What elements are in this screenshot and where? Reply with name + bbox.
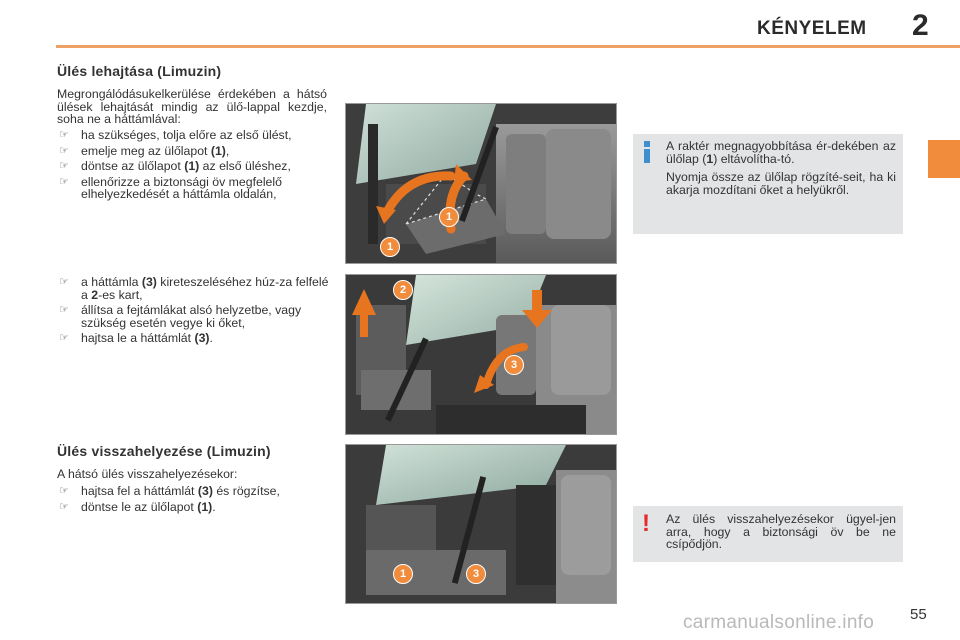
steps-list-c (57, 485, 329, 516)
callout-badge: 1 (380, 237, 400, 257)
hand-pointer-icon: ☞ (59, 304, 69, 316)
steps-list-a (57, 129, 329, 204)
hand-pointer-icon: ☞ (59, 276, 69, 288)
info-icon (644, 141, 650, 163)
callout-badge: 1 (393, 564, 413, 584)
figure-backrest-fold (345, 274, 617, 435)
page-number: 55 (910, 606, 927, 623)
chapter-side-tab (928, 140, 960, 178)
list-item: ☞ állítsa a fejtámlákat alsó helyzetbe, vagy szükség esetén vegye ki őket, (59, 303, 302, 330)
info-box (633, 134, 903, 234)
hand-pointer-icon: ☞ (59, 485, 69, 497)
callout-badge: 3 (504, 355, 524, 375)
hand-pointer-icon: ☞ (59, 160, 69, 172)
callout-badge: 1 (439, 207, 459, 227)
chapter-number: 2 (912, 9, 929, 42)
chapter-title: KÉNYELEM (757, 18, 867, 39)
callout-badge: 3 (466, 564, 486, 584)
section-title-restore: Ülés visszahelyezése (Limuzin) (57, 443, 271, 459)
steps-list-b (57, 276, 329, 348)
list-item: ☞ döntse az ülőlapot (1) az első üléshez, (59, 159, 291, 173)
figure-seat-restore (345, 444, 617, 604)
section-intro-fold: Megrongálódásukelkerülése érdekében a hátsó ülések lehajtását mindig az ülő-lappal kezdje, soha ne a háttámlával: (57, 87, 327, 126)
list-item: ☞ hajtsa fel a háttámlát (3) és rögzítse, (59, 484, 280, 498)
watermark: carmanualsonline.info (683, 612, 875, 633)
list-item: ☞ a háttámla (3) kireteszeléséhez húz-za felfelé a 2-es kart, (59, 275, 329, 302)
hand-pointer-icon: ☞ (59, 129, 69, 141)
list-item: ☞ hajtsa le a háttámlát (3). (59, 331, 213, 345)
hand-pointer-icon: ☞ (59, 144, 69, 157)
section-intro-restore: A hátsó ülés visszahelyezésekor: (57, 467, 238, 481)
section-title-fold: Ülés lehajtása (Limuzin) (57, 63, 222, 79)
info-box-text: A raktér megnagyobbítása ér-dekében az ülőlap (1) eltávolítha-tó. Nyomja össze az ülőlap rögzíté-seit, ha ki akarja mozdítani őket a helyükről. (666, 139, 896, 197)
hand-pointer-icon: ☞ (59, 500, 69, 513)
warning-exclamation-icon: ! (642, 510, 650, 537)
list-item: ☞ döntse le az ülőlapot (1). (59, 499, 216, 514)
list-item: ☞ ellenőrizze a biztonsági öv megfelelő elhelyezkedését a háttámla oldalán, (59, 174, 282, 201)
hand-pointer-icon: ☞ (59, 332, 69, 344)
warning-box (633, 506, 903, 562)
header-rule (56, 45, 960, 48)
warning-box-text: Az ülés visszahelyezésekor ügyel-jen arra, hogy a biztonsági öv be ne csípődjön. (666, 512, 896, 551)
figure-seat-cushion-tilt (345, 103, 617, 264)
callout-badge: 2 (393, 280, 413, 300)
list-item: ☞ emelje meg az ülőlapot (1), (59, 143, 230, 158)
hand-pointer-icon: ☞ (59, 175, 69, 188)
list-item: ☞ ha szükséges, tolja előre az első ülést, (59, 128, 292, 142)
